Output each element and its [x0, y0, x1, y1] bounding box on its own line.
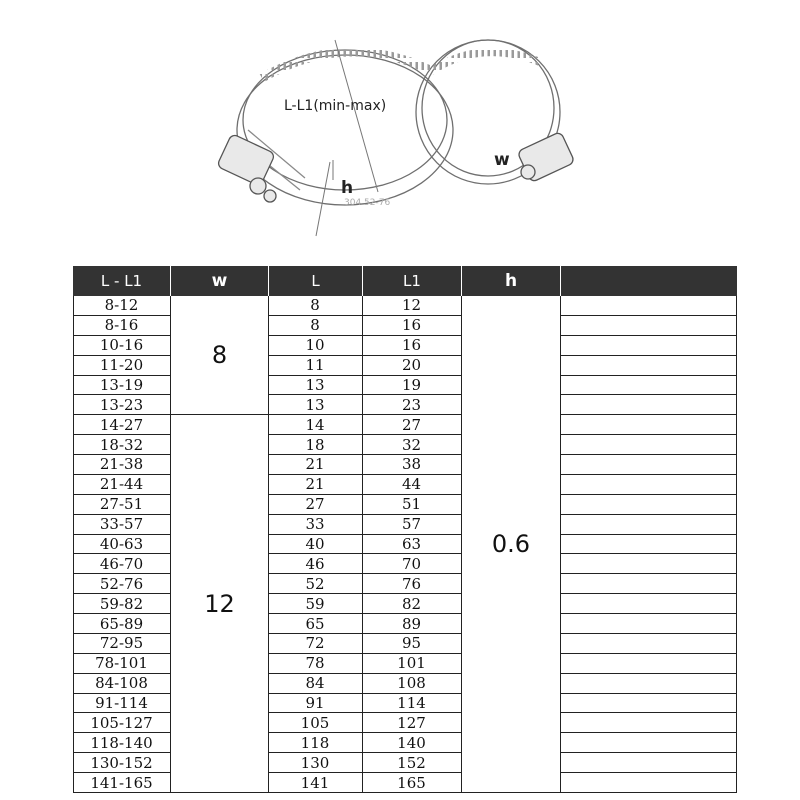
cell-L: 105: [300, 713, 330, 732]
cell-range: 130-152: [90, 753, 153, 772]
cell-range: 10-16: [99, 336, 144, 355]
cell-L1: 76: [401, 574, 422, 593]
cell-L: 14: [305, 415, 325, 434]
cell-range: 65-89: [99, 614, 144, 633]
cell-L: 46: [305, 554, 325, 573]
cell-range: 84-108: [95, 674, 148, 693]
w-merged-cell: 8: [171, 296, 268, 414]
cell-L1: 19: [401, 375, 422, 394]
cell-L1: 165: [397, 773, 426, 792]
cell-L1: 44: [401, 475, 422, 494]
cell-L: 10: [305, 336, 325, 355]
column-divider: [736, 296, 737, 793]
cell-L: 141: [300, 773, 330, 792]
cell-range: 14-27: [99, 415, 144, 434]
cell-L1: 12: [401, 296, 422, 315]
width-label: w: [494, 150, 510, 170]
cell-L1: 16: [401, 316, 422, 335]
cell-L1: 89: [401, 614, 422, 633]
cell-L: 13: [305, 375, 325, 394]
cell-L: 78: [305, 654, 325, 673]
cell-L: 33: [305, 515, 325, 534]
cell-L: 21: [305, 475, 325, 494]
cell-L1: 152: [397, 753, 426, 772]
cell-L1: 51: [401, 495, 422, 514]
h-merged-cell: 0.6: [462, 296, 560, 792]
cell-range: 141-165: [90, 773, 153, 792]
cell-L: 21: [305, 455, 325, 474]
w-merged-cell: 12: [171, 415, 268, 792]
cell-range: 72-95: [99, 634, 144, 653]
cell-range: 21-38: [99, 455, 144, 474]
header-extra: [561, 266, 737, 296]
cell-L1: 114: [397, 694, 426, 713]
cell-L: 11: [305, 356, 325, 375]
cell-range: 18-32: [99, 435, 144, 454]
cell-range: 46-70: [99, 554, 144, 573]
cell-L1: 140: [397, 733, 426, 752]
cell-range: 59-82: [99, 594, 144, 613]
cell-L1: 57: [401, 515, 422, 534]
cell-L: 8: [310, 296, 320, 315]
cell-range: 21-44: [99, 475, 144, 494]
column-divider: [268, 296, 269, 793]
cell-L1: 38: [401, 455, 422, 474]
header-L1: L1: [403, 272, 421, 290]
cell-range: 8-12: [104, 296, 139, 315]
header-h: h: [504, 271, 518, 291]
cell-L: 91: [305, 694, 325, 713]
header-range: L - L1: [100, 272, 143, 290]
cell-L: 18: [305, 435, 325, 454]
cell-L: 13: [305, 395, 325, 414]
cell-L: 40: [305, 534, 325, 553]
cell-L1: 127: [397, 713, 426, 732]
cell-L: 8: [310, 316, 320, 335]
cell-range: 13-19: [99, 375, 144, 394]
cell-range: 33-57: [99, 515, 144, 534]
cell-range: 13-23: [99, 395, 144, 414]
table-header: [73, 266, 737, 296]
cell-range: 40-63: [99, 534, 144, 553]
spec-table: [73, 266, 737, 793]
hose-clamp-drawing: [0, 0, 800, 262]
cell-range: 91-114: [95, 694, 148, 713]
cell-L: 52: [305, 574, 325, 593]
cell-L1: 95: [401, 634, 422, 653]
column-divider: [73, 296, 74, 793]
band-stamp: 304 52-76: [344, 198, 391, 208]
cell-L: 118: [300, 733, 330, 752]
cell-L1: 108: [397, 674, 426, 693]
screw-housing-left: [217, 134, 276, 202]
cell-L: 72: [305, 634, 325, 653]
w-group-divider: [170, 792, 268, 793]
cell-L: 84: [305, 674, 325, 693]
cell-L: 27: [305, 495, 325, 514]
cell-L1: 70: [401, 554, 422, 573]
header-w: w: [211, 271, 228, 291]
column-divider: [461, 296, 462, 793]
hose-clamp-illustration: [0, 0, 800, 262]
range-label: L-L1(min-max): [284, 98, 387, 114]
cell-range: 78-101: [95, 654, 148, 673]
column-divider: [170, 296, 171, 793]
height-label: h: [341, 178, 354, 198]
cell-L1: 23: [401, 395, 422, 414]
cell-L: 130: [300, 753, 330, 772]
cell-range: 11-20: [99, 356, 144, 375]
header-L: L: [311, 272, 320, 290]
cell-L1: 82: [401, 594, 422, 613]
cell-range: 27-51: [99, 495, 144, 514]
cell-L1: 101: [397, 654, 426, 673]
cell-L1: 16: [401, 336, 422, 355]
cell-L: 59: [305, 594, 325, 613]
cell-range: 8-16: [104, 316, 139, 335]
cell-L1: 63: [401, 534, 422, 553]
cell-L1: 32: [401, 435, 422, 454]
column-divider: [362, 296, 363, 793]
cell-range: 105-127: [90, 713, 153, 732]
cell-range: 118-140: [90, 733, 153, 752]
column-divider: [560, 296, 561, 793]
cell-L1: 20: [401, 356, 422, 375]
cell-range: 52-76: [99, 574, 144, 593]
cell-L1: 27: [401, 415, 422, 434]
cell-L: 65: [305, 614, 325, 633]
screw-housing-right: [517, 131, 575, 182]
